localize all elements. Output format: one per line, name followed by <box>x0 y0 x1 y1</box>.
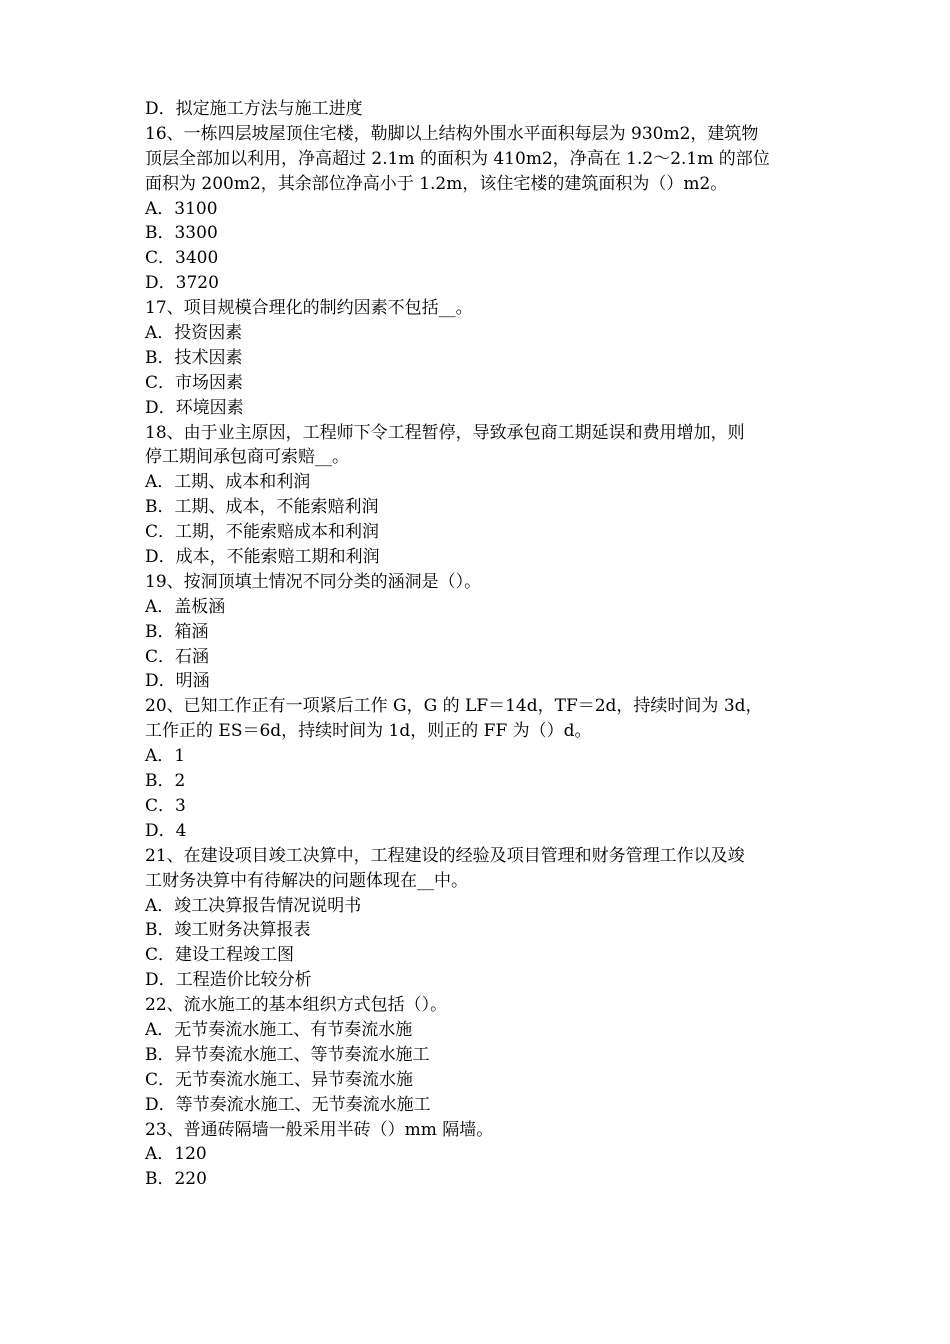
question-22-option-d: D．等节奏流水施工、无节奏流水施工 <box>145 1094 431 1115</box>
option-16-prev-d: D．拟定施工方法与施工进度 <box>145 99 363 119</box>
question-21 <box>145 844 825 993</box>
question-19-option-a: A．盖板涵 <box>145 596 226 617</box>
question-23-text-line-1: 23、普通砖隔墙一般采用半砖（）mm 隔墙。 <box>145 1119 494 1140</box>
question-21-option-a: A．竣工决算报告情况说明书 <box>145 895 362 916</box>
question-16-text-line-2: 顶层全部加以利用，净高超过 2.1m 的面积为 410m2，净高在 1.2～2.1m 的部位 <box>145 148 770 169</box>
question-17-option-c: C．市场因素 <box>145 372 244 393</box>
question-20 <box>145 694 825 843</box>
question-20-option-c: C．3 <box>145 795 186 816</box>
question-21-text-line-2: 工财务决算中有待解决的问题体现在__中。 <box>145 870 468 891</box>
question-22-option-b: B．异节奏流水施工、等节奏流水施工 <box>145 1044 430 1065</box>
question-16-option-b: B．3300 <box>145 223 218 244</box>
question-18-option-c: C．工期，不能索赔成本和利润 <box>145 522 380 543</box>
question-16-option-a: A．3100 <box>145 198 218 219</box>
question-23-option-b: B．220 <box>145 1169 207 1190</box>
question-17-option-b: B．技术因素 <box>145 347 243 368</box>
question-22 <box>145 993 825 1117</box>
question-20-text-line-2: 工作正的 ES＝6d，持续时间为 1d，则正的 FF 为（）d。 <box>145 721 592 742</box>
question-18-option-b: B．工期、成本，不能索赔利润 <box>145 497 379 518</box>
question-21-option-b: B．竣工财务决算报表 <box>145 920 311 941</box>
question-18-option-a: A．工期、成本和利润 <box>145 472 311 493</box>
question-20-option-a: A．1 <box>145 746 186 767</box>
question-20-option-b: B．2 <box>145 771 186 792</box>
question-18-text-line-1: 18、由于业主原因，工程师下令工程暂停，导致承包商工期延误和费用增加，则 <box>145 422 745 443</box>
question-17 <box>145 296 825 420</box>
question-19-option-b: B．箱涵 <box>145 621 209 642</box>
document-page <box>145 97 825 1192</box>
question-19-text-line-1: 19、按洞顶填土情况不同分类的涵洞是（）。 <box>145 571 482 592</box>
question-17-option-a: A．投资因素 <box>145 323 243 344</box>
question-18 <box>145 421 825 570</box>
question-16 <box>145 122 825 296</box>
question-21-text-line-1: 21、在建设项目竣工决算中，工程建设的经验及项目管理和财务管理工作以及竣 <box>145 845 745 866</box>
question-23 <box>145 1118 825 1193</box>
question-17-text-line-1: 17、项目规模合理化的制约因素不包括__。 <box>145 298 473 319</box>
question-20-text-line-1: 20、已知工作正有一项紧后工作 G，G 的 LF＝14d，TF＝2d，持续时间为 3d， <box>145 696 763 717</box>
question-20-option-d: D．4 <box>145 820 187 841</box>
question-17-option-d: D．环境因素 <box>145 397 244 418</box>
question-19-option-c: C．石涵 <box>145 646 210 667</box>
question-21-option-d: D．工程造价比较分析 <box>145 970 312 991</box>
question-23-option-a: A．120 <box>145 1144 207 1165</box>
question-22-option-a: A．无节奏流水施工、有节奏流水施 <box>145 1019 413 1040</box>
question-22-text-line-1: 22、流水施工的基本组织方式包括（）。 <box>145 995 448 1016</box>
question-19 <box>145 570 825 694</box>
question-18-option-d: D．成本，不能索赔工期和利润 <box>145 547 380 568</box>
question-18-text-line-2: 停工期间承包商可索赔__。 <box>145 447 349 468</box>
question-22-option-c: C．无节奏流水施工、异节奏流水施 <box>145 1069 414 1090</box>
question-21-option-c: C．建设工程竣工图 <box>145 945 295 966</box>
question-16-option-c: C．3400 <box>145 248 219 269</box>
question-16-text-line-1: 16、一栋四层坡屋顶住宅楼，勒脚以上结构外围水平面积每层为 930m2，建筑物 <box>145 123 759 144</box>
question-19-option-d: D．明涵 <box>145 671 210 692</box>
question-16-option-d: D．3720 <box>145 273 219 294</box>
question-16-text-line-3: 面积为 200m2，其余部位净高小于 1.2m，该住宅楼的建筑面积为（）m2。 <box>145 173 728 194</box>
